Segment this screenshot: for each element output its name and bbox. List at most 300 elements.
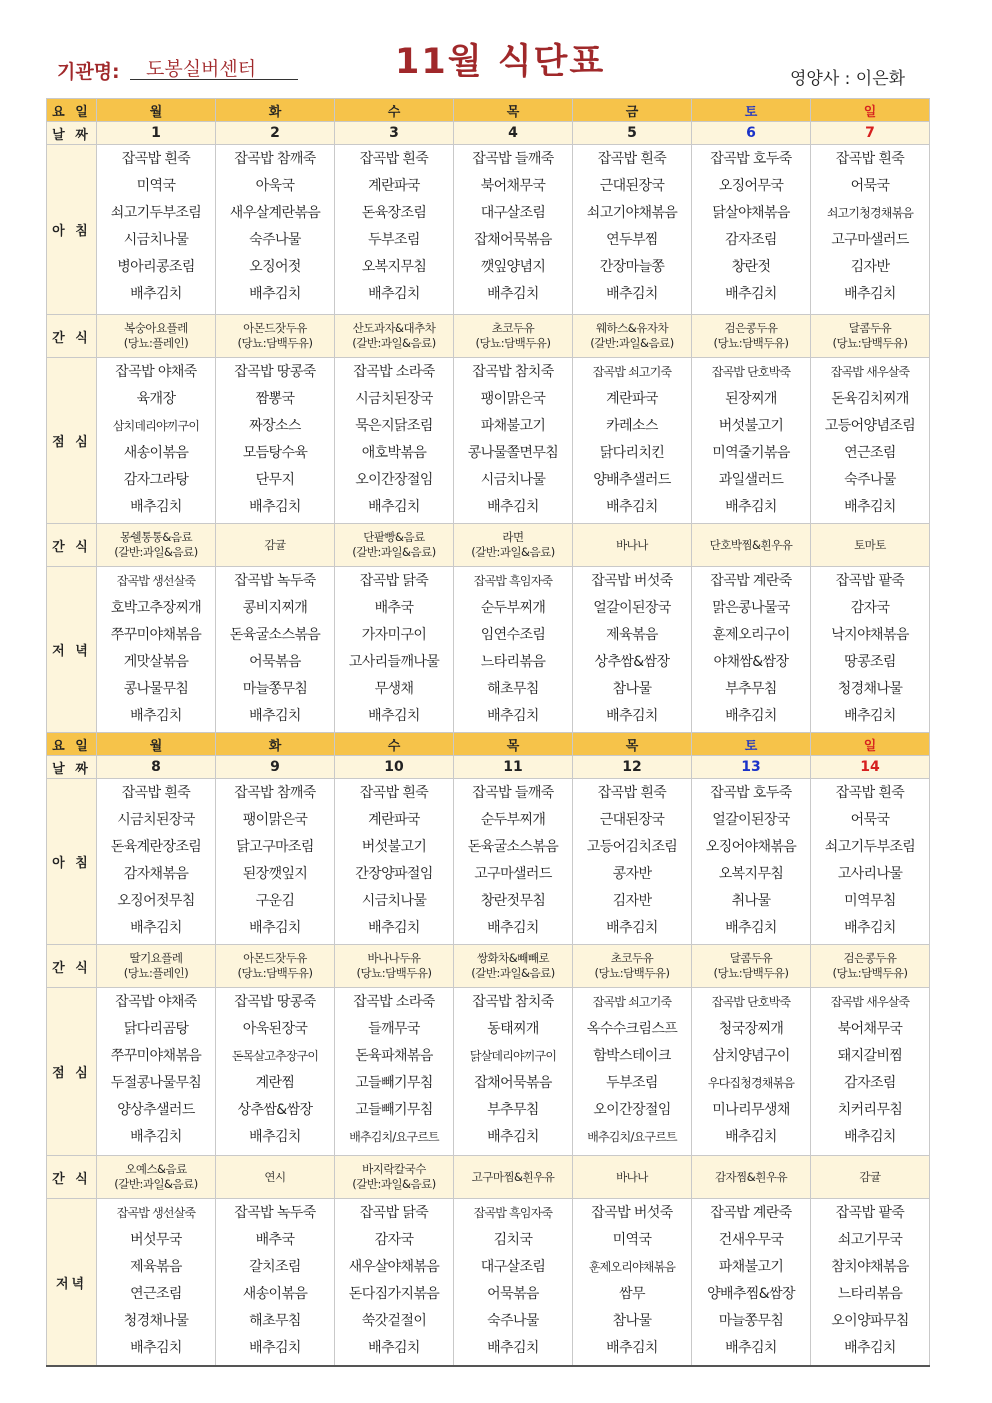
- menu-item: 짬뽕국: [255, 391, 295, 407]
- menu-item: 숙주나물: [249, 232, 301, 248]
- lunch-row: [47, 988, 930, 1156]
- menu-item: 게맛살볶음: [123, 654, 189, 670]
- menu-item: 쌈무: [619, 1286, 645, 1302]
- menu-item: 돈육굴소스볶음: [467, 839, 559, 855]
- menu-item: 들깨무국: [368, 1021, 420, 1037]
- menu-item: 오이양파무침: [831, 1313, 909, 1329]
- org-name: 도봉실버센터: [130, 54, 298, 80]
- menu-item: 쭈꾸미야채볶음: [110, 1048, 202, 1064]
- menu-item: 함박스테이크: [593, 1048, 671, 1064]
- snack-cell: [811, 315, 930, 358]
- menu-item: 취나물: [731, 893, 771, 909]
- menu-item: 건새우무국: [718, 1232, 784, 1248]
- menu-item: 잡곡밥 닭죽: [359, 1205, 429, 1221]
- snack-cell: [454, 945, 573, 988]
- menu-item: 쇠고기무국: [837, 1232, 903, 1248]
- menu-item: 얼갈이된장국: [593, 600, 671, 616]
- menu-cell: [335, 779, 454, 945]
- menu-item: 삼치데리야끼구이: [112, 419, 200, 433]
- menu-item: 두부조림: [606, 1075, 658, 1091]
- menu-item: 쇠고기두부조림: [110, 205, 202, 221]
- menu-item: 오이간장절임: [593, 1102, 671, 1118]
- menu-cell: [216, 779, 335, 945]
- menu-item: 미나리무생채: [712, 1102, 790, 1118]
- menu-item: 배추김치: [844, 1129, 896, 1145]
- menu-item: 잡곡밥 흑임자죽: [473, 1206, 553, 1220]
- menu-item: 배추김치: [368, 499, 420, 515]
- snack-item: 달콤두유: [848, 321, 892, 335]
- snack-item: (당뇨:담백두유): [713, 966, 789, 980]
- menu-item: 모듬탕수육: [242, 445, 308, 461]
- menu-item: 감자그라탕: [123, 472, 189, 488]
- menu-item: 계란찜: [255, 1075, 295, 1091]
- menu-cell: [573, 988, 692, 1156]
- menu-item: 근대된장국: [599, 178, 665, 194]
- snack-cell: [97, 945, 216, 988]
- menu-item: 미역줄기볶음: [712, 445, 790, 461]
- snack-item: (당뇨:플레인): [123, 336, 189, 350]
- menu-item: 어묵국: [850, 812, 890, 828]
- date-cell: 3: [335, 122, 454, 145]
- snack-cell: [97, 315, 216, 358]
- snack-item: (갈반:과일&음료): [471, 545, 555, 559]
- menu-item: 갈치조림: [249, 1259, 301, 1275]
- snack-item: 단팥빵&음료: [363, 530, 425, 544]
- menu-cell: [811, 145, 930, 315]
- menu-item: 배추국: [255, 1232, 295, 1248]
- menu-cell: [811, 779, 930, 945]
- menu-item: 참나물: [612, 681, 652, 697]
- menu-item: 고들빼기무침: [355, 1102, 433, 1118]
- dinner-row: [47, 1199, 930, 1367]
- menu-item: 잡채어묵볶음: [474, 1075, 552, 1091]
- snack-item: 산도과자&대추차: [352, 321, 436, 335]
- menu-item: 배추김치: [844, 1340, 896, 1356]
- menu-item: 배추김치: [725, 1129, 777, 1145]
- menu-item: 배추국: [374, 600, 414, 616]
- menu-item: 배추김치: [368, 920, 420, 936]
- menu-item: 카레소스: [606, 418, 658, 434]
- menu-item: 쇠고기야채볶음: [586, 205, 678, 221]
- snack-row: [47, 1156, 930, 1199]
- snack-cell: [335, 945, 454, 988]
- menu-cell: [216, 1199, 335, 1367]
- snack-item: (당뇨:담백두유): [475, 336, 551, 350]
- menu-item: 무생채: [374, 681, 414, 697]
- snack-item: 딸기요플레: [129, 951, 183, 965]
- menu-item: 배추김치: [130, 1129, 182, 1145]
- date-row: [47, 756, 930, 779]
- menu-item: 잡곡밥 참깨죽: [234, 785, 316, 801]
- weekday-cell: 수: [335, 733, 454, 756]
- menu-item: 잡곡밥 계란죽: [710, 573, 792, 589]
- menu-cell: [573, 779, 692, 945]
- menu-item: 훈제오리야채볶음: [588, 1260, 676, 1274]
- menu-item: 육개장: [136, 391, 176, 407]
- menu-item: 감자국: [374, 1232, 414, 1248]
- menu-item: 아욱국: [255, 178, 295, 194]
- menu-item: 감자국: [850, 600, 890, 616]
- menu-cell: [811, 358, 930, 524]
- menu-item: 순두부찌개: [480, 812, 546, 828]
- menu-item: 어묵볶음: [487, 1286, 539, 1302]
- menu-item: 잡곡밥 흰죽: [359, 151, 429, 167]
- menu-item: 근대된장국: [599, 812, 665, 828]
- date-cell: 8: [97, 756, 216, 779]
- menu-item: 잡곡밥 새우살죽: [830, 365, 910, 379]
- snack-cell: [216, 945, 335, 988]
- menu-item: 고사리나물: [837, 866, 903, 882]
- menu-item: 배추김치: [487, 1129, 539, 1145]
- menu-item: 고구마샐러드: [474, 866, 552, 882]
- menu-item: 닭다리곰탕: [123, 1021, 189, 1037]
- row-label: 날 짜: [47, 756, 97, 779]
- weekday-cell: 금: [573, 99, 692, 122]
- row-label: 간 식: [47, 1156, 97, 1199]
- menu-item: 어묵국: [850, 178, 890, 194]
- menu-item: 콩나물쫄면무침: [467, 445, 559, 461]
- row-label: 저녁: [47, 1199, 97, 1367]
- menu-item: 계란파국: [368, 812, 420, 828]
- menu-item: 치커리무침: [837, 1102, 903, 1118]
- menu-cell: [454, 567, 573, 733]
- snack-item: 검은콩두유: [724, 321, 778, 335]
- menu-item: 팽이맑은국: [242, 812, 308, 828]
- menu-cell: [335, 145, 454, 315]
- menu-item: 아욱된장국: [242, 1021, 308, 1037]
- menu-item: 콩비지찌개: [242, 600, 308, 616]
- menu-item: 배추김치: [249, 1340, 301, 1356]
- menu-item: 임연수조림: [480, 627, 546, 643]
- weekday-cell: 화: [216, 733, 335, 756]
- row-label: 아 침: [47, 779, 97, 945]
- snack-item: 연시: [264, 1169, 286, 1184]
- date-cell: 12: [573, 756, 692, 779]
- menu-item: 잡곡밥 쇠고기죽: [592, 365, 672, 379]
- menu-item: 시금치나물: [480, 472, 546, 488]
- menu-cell: [97, 988, 216, 1156]
- menu-cell: [692, 988, 811, 1156]
- menu-item: 잡곡밥 참치죽: [472, 994, 554, 1010]
- menu-item: 잡곡밥 버섯죽: [591, 573, 673, 589]
- menu-item: 오징어젓무침: [117, 893, 195, 909]
- menu-item: 상추쌈&쌈장: [237, 1102, 313, 1118]
- menu-item: 배추김치: [368, 1340, 420, 1356]
- menu-item: 오징어무국: [718, 178, 784, 194]
- row-label: 간 식: [47, 524, 97, 567]
- snack-item: (갈반:과일&음료): [114, 545, 198, 559]
- snack-cell: [335, 524, 454, 567]
- menu-item: 잡곡밥 흰죽: [121, 785, 191, 801]
- row-label: 점 심: [47, 358, 97, 524]
- menu-cell: [216, 988, 335, 1156]
- date-cell: 6: [692, 122, 811, 145]
- menu-item: 배추김치: [487, 499, 539, 515]
- menu-item: 잡곡밥 녹두죽: [234, 1205, 316, 1221]
- row-label: 점 심: [47, 988, 97, 1156]
- menu-cell: [216, 358, 335, 524]
- menu-item: 잡곡밥 계란죽: [710, 1205, 792, 1221]
- weekday-row: [47, 733, 930, 756]
- snack-item: (당뇨:담백두유): [713, 336, 789, 350]
- menu-item: 참치야채볶음: [831, 1259, 909, 1275]
- menu-cell: [97, 145, 216, 315]
- menu-item: 돈육파채볶음: [355, 1048, 433, 1064]
- menu-item: 배추김치: [487, 286, 539, 302]
- menu-item: 김치국: [493, 1232, 533, 1248]
- menu-cell: [454, 358, 573, 524]
- menu-cell: [335, 1199, 454, 1367]
- menu-item: 오이간장절임: [355, 472, 433, 488]
- menu-item: 청경채나물: [123, 1313, 189, 1329]
- snack-item: (당뇨:담백두유): [356, 966, 432, 980]
- snack-item: 바나나: [616, 537, 648, 552]
- snack-cell: [692, 524, 811, 567]
- page-title: 11월 식단표: [395, 42, 606, 82]
- snack-cell: [692, 315, 811, 358]
- snack-item: 고구마찜&흰우유: [471, 1169, 555, 1184]
- menu-item: 오복지무침: [361, 259, 427, 275]
- date-cell: 9: [216, 756, 335, 779]
- menu-item: 새송이볶음: [123, 445, 189, 461]
- menu-table: [46, 98, 930, 1367]
- menu-item: 잡곡밥 녹두죽: [234, 573, 316, 589]
- menu-item: 숙주나물: [844, 472, 896, 488]
- menu-item: 배추김치: [249, 286, 301, 302]
- menu-cell: [811, 1199, 930, 1367]
- menu-item: 배추김치: [130, 286, 182, 302]
- snack-item: 초코두유: [610, 951, 654, 965]
- row-label: 간 식: [47, 315, 97, 358]
- menu-item: 잡곡밥 땅콩죽: [234, 364, 316, 380]
- snack-item: 달콤두유: [729, 951, 773, 965]
- menu-item: 배추김치: [844, 286, 896, 302]
- menu-item: 잡곡밥 호두죽: [710, 151, 792, 167]
- snack-item: (갈반:과일&음료): [590, 336, 674, 350]
- menu-cell: [335, 567, 454, 733]
- menu-item: 배추김치: [725, 920, 777, 936]
- weekday-row: [47, 99, 930, 122]
- snack-item: 바나나두유: [367, 951, 421, 965]
- date-cell: 11: [454, 756, 573, 779]
- snack-item: 쌍화차&빼빼로: [476, 951, 550, 965]
- menu-cell: [573, 358, 692, 524]
- snack-item: 단호박찜&흰우유: [709, 537, 793, 552]
- menu-item: 돈육김치찌개: [831, 391, 909, 407]
- menu-item: 잡곡밥 흰죽: [359, 785, 429, 801]
- snack-cell: [454, 524, 573, 567]
- menu-item: 감자조림: [725, 232, 777, 248]
- snack-item: 감귤: [859, 1169, 881, 1184]
- menu-item: 배추김치: [844, 499, 896, 515]
- weekday-cell: 월: [97, 99, 216, 122]
- snack-cell: [335, 1156, 454, 1199]
- menu-item: 파채불고기: [480, 418, 546, 434]
- snack-cell: [811, 524, 930, 567]
- menu-item: 마늘쫑무침: [718, 1313, 784, 1329]
- menu-item: 순두부찌개: [480, 600, 546, 616]
- menu-item: 배추김치: [606, 286, 658, 302]
- date-row: [47, 122, 930, 145]
- menu-item: 잡곡밥 팥죽: [835, 1205, 905, 1221]
- menu-item: 옥수수크림스프: [586, 1021, 678, 1037]
- row-label: 간 식: [47, 945, 97, 988]
- menu-item: 배추김치: [130, 920, 182, 936]
- date-cell: 5: [573, 122, 692, 145]
- menu-item: 고구마샐러드: [831, 232, 909, 248]
- snack-item: (당뇨:담백두유): [237, 966, 313, 980]
- date-cell: 14: [811, 756, 930, 779]
- snack-item: (갈반:과일&음료): [352, 336, 436, 350]
- snack-item: (갈반:과일&음료): [352, 1177, 436, 1191]
- menu-item: 닭다리치킨: [599, 445, 665, 461]
- menu-item: 콩자반: [612, 866, 652, 882]
- menu-item: 콩나물무침: [123, 681, 189, 697]
- menu-item: 닭고구마조림: [236, 839, 314, 855]
- menu-item: 북어채무국: [837, 1021, 903, 1037]
- row-label: 저 녁: [47, 567, 97, 733]
- menu-item: 돈육계란장조림: [110, 839, 202, 855]
- menu-item: 배추김치: [368, 286, 420, 302]
- menu-item: 김자반: [612, 893, 652, 909]
- snack-item: (당뇨:담백두유): [594, 966, 670, 980]
- menu-item: 동태찌개: [487, 1021, 539, 1037]
- menu-item: 시금치된장국: [355, 391, 433, 407]
- menu-item: 미역국: [136, 178, 176, 194]
- snack-row: [47, 945, 930, 988]
- menu-item: 양배추샐러드: [593, 472, 671, 488]
- menu-item: 닭살데리야끼구이: [469, 1049, 557, 1063]
- menu-item: 청경채나물: [837, 681, 903, 697]
- menu-item: 배추김치: [249, 708, 301, 724]
- menu-item: 삼치양념구이: [712, 1048, 790, 1064]
- menu-item: 잡곡밥 닭죽: [359, 573, 429, 589]
- menu-item: 양배추찜&쌈장: [707, 1286, 795, 1302]
- date-cell: 2: [216, 122, 335, 145]
- menu-item: 잡곡밥 생선살죽: [116, 574, 196, 588]
- menu-item: 배추김치/요구르트: [349, 1130, 439, 1144]
- menu-item: 배추김치: [725, 708, 777, 724]
- menu-item: 배추김치: [725, 1340, 777, 1356]
- menu-cell: [454, 779, 573, 945]
- menu-item: 어묵볶음: [249, 654, 301, 670]
- menu-item: 계란파국: [606, 391, 658, 407]
- menu-cell: [97, 567, 216, 733]
- menu-cell: [97, 358, 216, 524]
- menu-item: 미역무침: [844, 893, 896, 909]
- weekday-cell: 토: [692, 99, 811, 122]
- menu-item: 잡곡밥 흑임자죽: [473, 574, 553, 588]
- menu-item: 짜장소스: [249, 418, 301, 434]
- menu-item: 계란파국: [368, 178, 420, 194]
- menu-item: 고들빼기무침: [355, 1075, 433, 1091]
- snack-item: (갈반:과일&음료): [114, 1177, 198, 1191]
- menu-cell: [692, 567, 811, 733]
- breakfast-row: [47, 145, 930, 315]
- menu-item: 쑥갓겉절이: [361, 1313, 427, 1329]
- menu-item: 맑은콩나물국: [712, 600, 790, 616]
- menu-item: 마늘쫑무침: [242, 681, 308, 697]
- snack-item: (당뇨:플레인): [123, 966, 189, 980]
- menu-item: 해초무침: [487, 681, 539, 697]
- menu-item: 얼갈이된장국: [712, 812, 790, 828]
- weekday-cell: 일: [811, 99, 930, 122]
- breakfast-row: [47, 779, 930, 945]
- menu-item: 고사리들깨나물: [348, 654, 440, 670]
- menu-item: 우다집청경채볶음: [707, 1076, 795, 1090]
- menu-item: 대구살조림: [480, 1259, 546, 1275]
- snack-item: 오예스&음료: [125, 1162, 187, 1176]
- menu-item: 배추김치: [130, 499, 182, 515]
- menu-item: 배추김치: [606, 499, 658, 515]
- snack-item: 감자찜&흰우유: [714, 1169, 788, 1184]
- menu-item: 쭈꾸미야채볶음: [110, 627, 202, 643]
- menu-item: 병아리콩조림: [117, 259, 195, 275]
- snack-cell: [573, 315, 692, 358]
- menu-item: 된장찌개: [725, 391, 777, 407]
- menu-item: 새우살야채볶음: [348, 1259, 440, 1275]
- menu-item: 잡곡밥 새우살죽: [830, 995, 910, 1009]
- menu-item: 잡곡밥 흰죽: [121, 151, 191, 167]
- snack-item: (갈반:과일&음료): [471, 966, 555, 980]
- menu-item: 땅콩조림: [844, 654, 896, 670]
- menu-item: 애호박볶음: [361, 445, 427, 461]
- menu-item: 잡곡밥 참깨죽: [234, 151, 316, 167]
- menu-item: 배추김치: [844, 920, 896, 936]
- menu-item: 오징어야채볶음: [705, 839, 797, 855]
- menu-item: 해초무침: [249, 1313, 301, 1329]
- snack-item: 아몬드잣두유: [243, 321, 307, 335]
- menu-item: 고등어김치조림: [586, 839, 678, 855]
- menu-item: 청국장찌개: [718, 1021, 784, 1037]
- menu-item: 버섯불고기: [361, 839, 427, 855]
- snack-cell: [811, 945, 930, 988]
- menu-item: 쇠고기청경채볶음: [826, 206, 914, 220]
- menu-cell: [454, 145, 573, 315]
- menu-item: 잡곡밥 참치죽: [472, 364, 554, 380]
- menu-item: 연근조림: [130, 1286, 182, 1302]
- menu-cell: [97, 779, 216, 945]
- menu-item: 돈육굴소스볶음: [229, 627, 321, 643]
- menu-item: 잡곡밥 쇠고기죽: [592, 995, 672, 1009]
- menu-cell: [454, 988, 573, 1156]
- snack-cell: [692, 1156, 811, 1199]
- page-header: [0, 0, 992, 98]
- snack-cell: [573, 945, 692, 988]
- row-label: 아 침: [47, 145, 97, 315]
- menu-cell: [692, 1199, 811, 1367]
- weekday-cell: 목: [454, 99, 573, 122]
- weekday-cell: 수: [335, 99, 454, 122]
- snack-cell: [454, 1156, 573, 1199]
- date-cell: 10: [335, 756, 454, 779]
- menu-item: 배추김치: [487, 708, 539, 724]
- date-cell: 1: [97, 122, 216, 145]
- menu-item: 배추김치: [249, 920, 301, 936]
- snack-item: 검은콩두유: [843, 951, 897, 965]
- menu-item: 배추김치: [368, 708, 420, 724]
- snack-item: (당뇨:담백두유): [237, 336, 313, 350]
- snack-cell: [335, 315, 454, 358]
- snack-cell: [811, 1156, 930, 1199]
- menu-item: 돈목살고추장구이: [231, 1049, 319, 1063]
- snack-item: (당뇨:담백두유): [832, 966, 908, 980]
- row-label: 요 일: [47, 99, 97, 122]
- menu-item: 미역국: [612, 1232, 652, 1248]
- menu-item: 잡곡밥 흰죽: [597, 151, 667, 167]
- menu-item: 양상추샐러드: [117, 1102, 195, 1118]
- menu-cell: [454, 1199, 573, 1367]
